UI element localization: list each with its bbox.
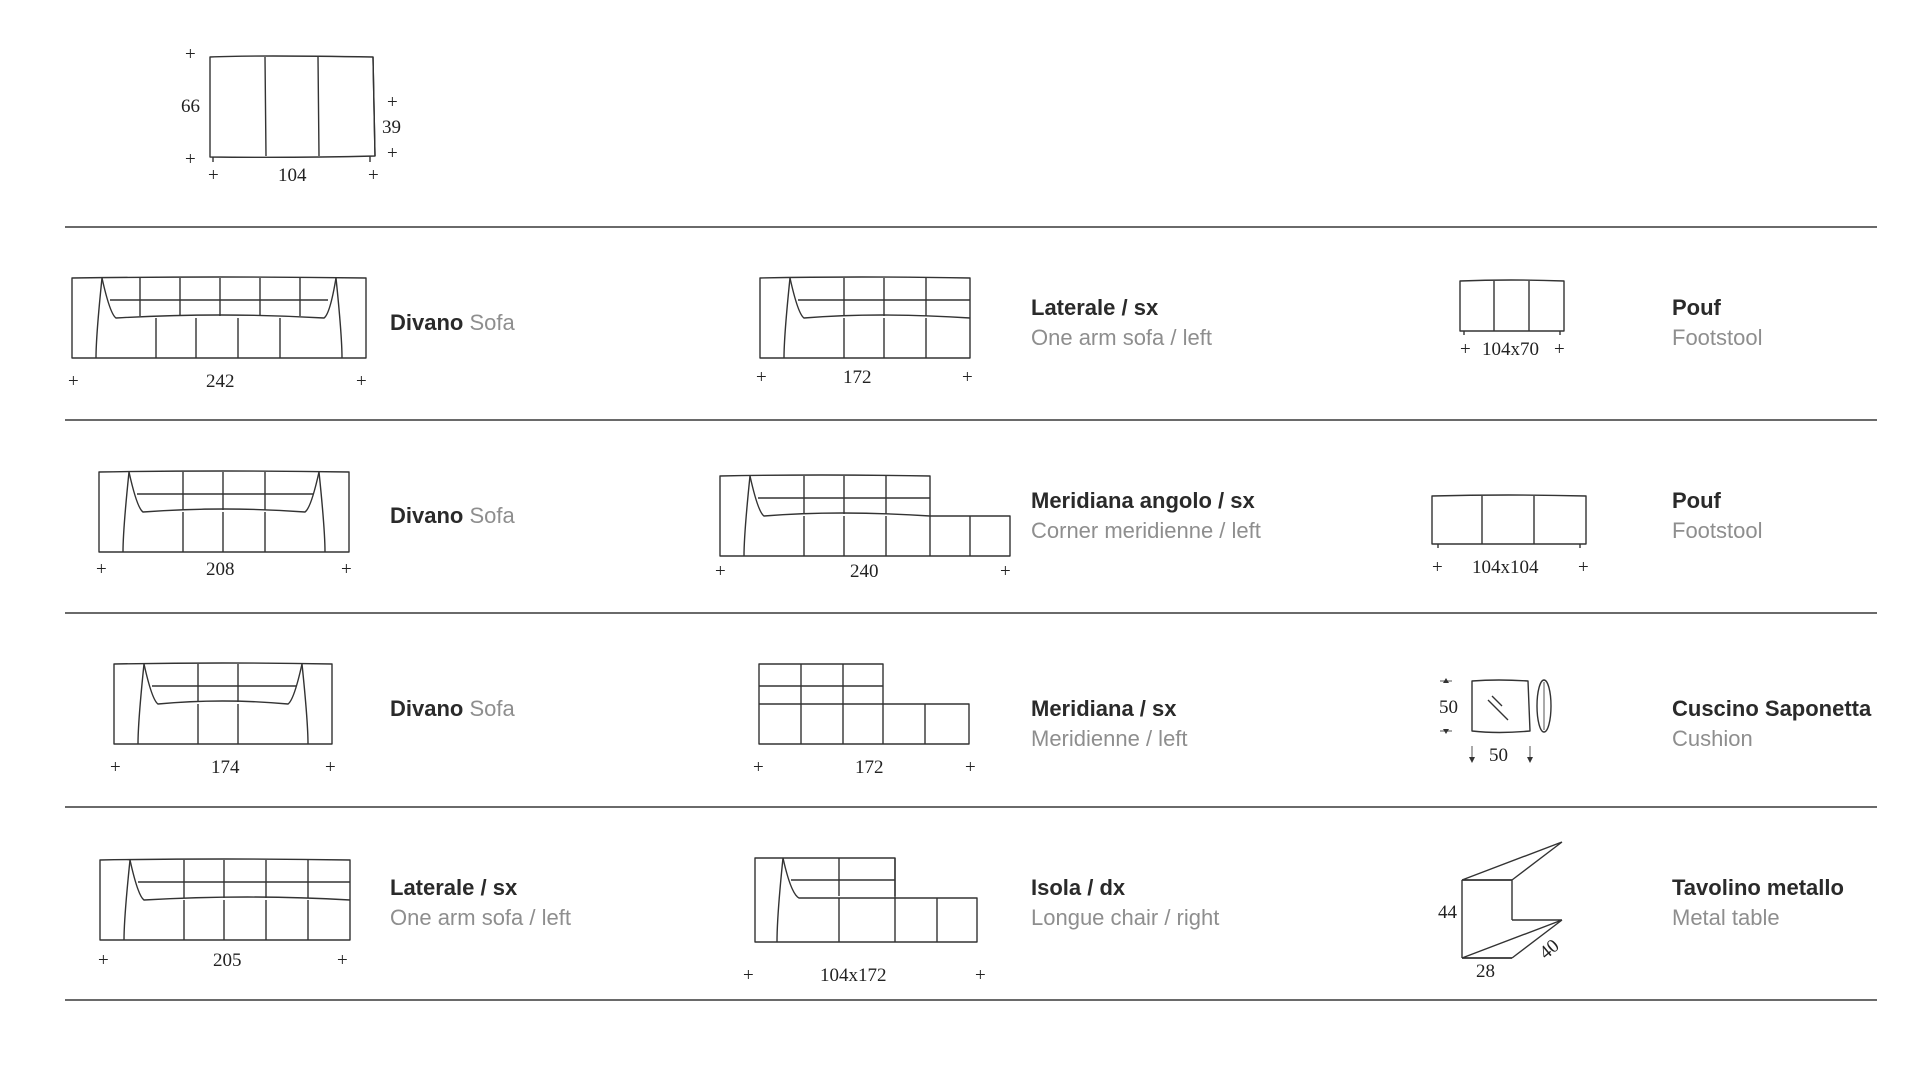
dimension-label: 172 xyxy=(843,367,872,388)
sofa-drawing xyxy=(70,276,370,362)
plus-mark: + xyxy=(98,950,109,971)
divider-line xyxy=(65,419,1877,421)
product-name-english: Corner meridienne / left xyxy=(1031,518,1261,543)
plus-mark: + xyxy=(743,965,754,986)
product-name xyxy=(1672,486,1763,546)
table-height: 44 xyxy=(1438,902,1457,923)
plus-mark: + xyxy=(1578,557,1589,578)
plus-mark: + xyxy=(185,149,196,170)
product-name-english: Metal table xyxy=(1672,905,1780,930)
cushion-width: 50 xyxy=(1489,745,1508,766)
plus-mark: + xyxy=(975,965,986,986)
product-name xyxy=(1031,486,1261,546)
dimension-label: 205 xyxy=(213,950,242,971)
product-name-english: Footstool xyxy=(1672,325,1763,350)
plus-mark: + xyxy=(387,143,398,164)
product-name-italian: Divano xyxy=(390,696,464,721)
sofa-drawing xyxy=(97,470,352,556)
dimension-label: 104x172 xyxy=(820,965,887,986)
product-name xyxy=(390,694,515,724)
dimension-label: 242 xyxy=(206,371,235,392)
one-arm-sofa-drawing xyxy=(758,276,973,362)
product-name-italian: Meridiana / sx xyxy=(1031,696,1177,721)
plus-mark: + xyxy=(1460,339,1471,360)
plus-mark: + xyxy=(96,559,107,580)
plus-mark: + xyxy=(965,757,976,778)
cushion-height: 50 xyxy=(1439,697,1458,718)
product-name-english: Sofa xyxy=(469,696,515,721)
divider-line xyxy=(65,226,1877,228)
plus-mark: + xyxy=(387,92,398,113)
divider-line xyxy=(65,999,1877,1001)
product-name-italian: Cuscino Saponetta xyxy=(1672,696,1872,721)
product-name-italian: Tavolino metallo xyxy=(1672,875,1844,900)
plus-mark: + xyxy=(185,44,196,65)
product-name xyxy=(1672,293,1763,353)
module-drawing xyxy=(205,52,380,164)
plus-mark: + xyxy=(962,367,973,388)
pouf-drawing xyxy=(1430,494,1590,550)
plus-mark: + xyxy=(325,757,336,778)
dimension-label: 240 xyxy=(850,561,879,582)
plus-mark: + xyxy=(1000,561,1011,582)
product-name xyxy=(1031,293,1212,353)
product-name xyxy=(390,308,515,338)
product-name-italian: Divano xyxy=(390,310,464,335)
product-name-english: Longue chair / right xyxy=(1031,905,1220,930)
product-name-italian: Laterale / sx xyxy=(390,875,518,900)
plus-mark: + xyxy=(1432,557,1443,578)
product-name-italian: Isola / dx xyxy=(1031,875,1126,900)
plus-mark: + xyxy=(715,561,726,582)
pouf-drawing xyxy=(1458,279,1568,337)
product-name xyxy=(1672,694,1871,754)
product-name xyxy=(1031,873,1219,933)
divider-line xyxy=(65,806,1877,808)
dimension-label: 104x104 xyxy=(1472,557,1539,578)
product-name-italian: Meridiana angolo / sx xyxy=(1031,488,1255,513)
table-width: 28 xyxy=(1476,961,1495,982)
sofa-drawing xyxy=(112,662,337,748)
plus-mark: + xyxy=(356,371,367,392)
product-name-italian: Laterale / sx xyxy=(1031,295,1159,320)
corner-meridienne-drawing xyxy=(718,474,1013,560)
product-name-italian: Divano xyxy=(390,503,464,528)
product-name xyxy=(390,501,515,531)
product-name xyxy=(1672,873,1844,933)
product-name-italian: Pouf xyxy=(1672,295,1721,320)
module-depth: 39 xyxy=(382,117,401,138)
dimension-label: 172 xyxy=(855,757,884,778)
meridienne-drawing xyxy=(757,662,972,748)
plus-mark: + xyxy=(337,950,348,971)
product-name-english: One arm sofa / left xyxy=(1031,325,1212,350)
plus-mark: + xyxy=(341,559,352,580)
product-name-english: Cushion xyxy=(1672,726,1753,751)
dimension-label: 174 xyxy=(211,757,240,778)
product-name xyxy=(390,873,571,933)
module-width: 104 xyxy=(278,165,307,186)
product-name-english: Meridienne / left xyxy=(1031,726,1188,751)
plus-mark: + xyxy=(756,367,767,388)
plus-mark: + xyxy=(68,371,79,392)
one-arm-sofa-drawing xyxy=(98,858,353,944)
product-name-english: Sofa xyxy=(469,503,515,528)
product-name-english: One arm sofa / left xyxy=(390,905,571,930)
product-name-english: Footstool xyxy=(1672,518,1763,543)
divider-line xyxy=(65,612,1877,614)
table-depth: 40 xyxy=(1535,935,1564,964)
longue-chair-drawing xyxy=(753,856,983,946)
dimension-label: 208 xyxy=(206,559,235,580)
product-name-italian: Pouf xyxy=(1672,488,1721,513)
plus-mark: + xyxy=(368,165,379,186)
plus-mark: + xyxy=(1554,339,1565,360)
module-height: 66 xyxy=(181,96,200,117)
plus-mark: + xyxy=(110,757,121,778)
plus-mark: + xyxy=(753,757,764,778)
product-name xyxy=(1031,694,1188,754)
dimension-label: 104x70 xyxy=(1482,339,1539,360)
plus-mark: + xyxy=(208,165,219,186)
product-name-english: Sofa xyxy=(469,310,515,335)
